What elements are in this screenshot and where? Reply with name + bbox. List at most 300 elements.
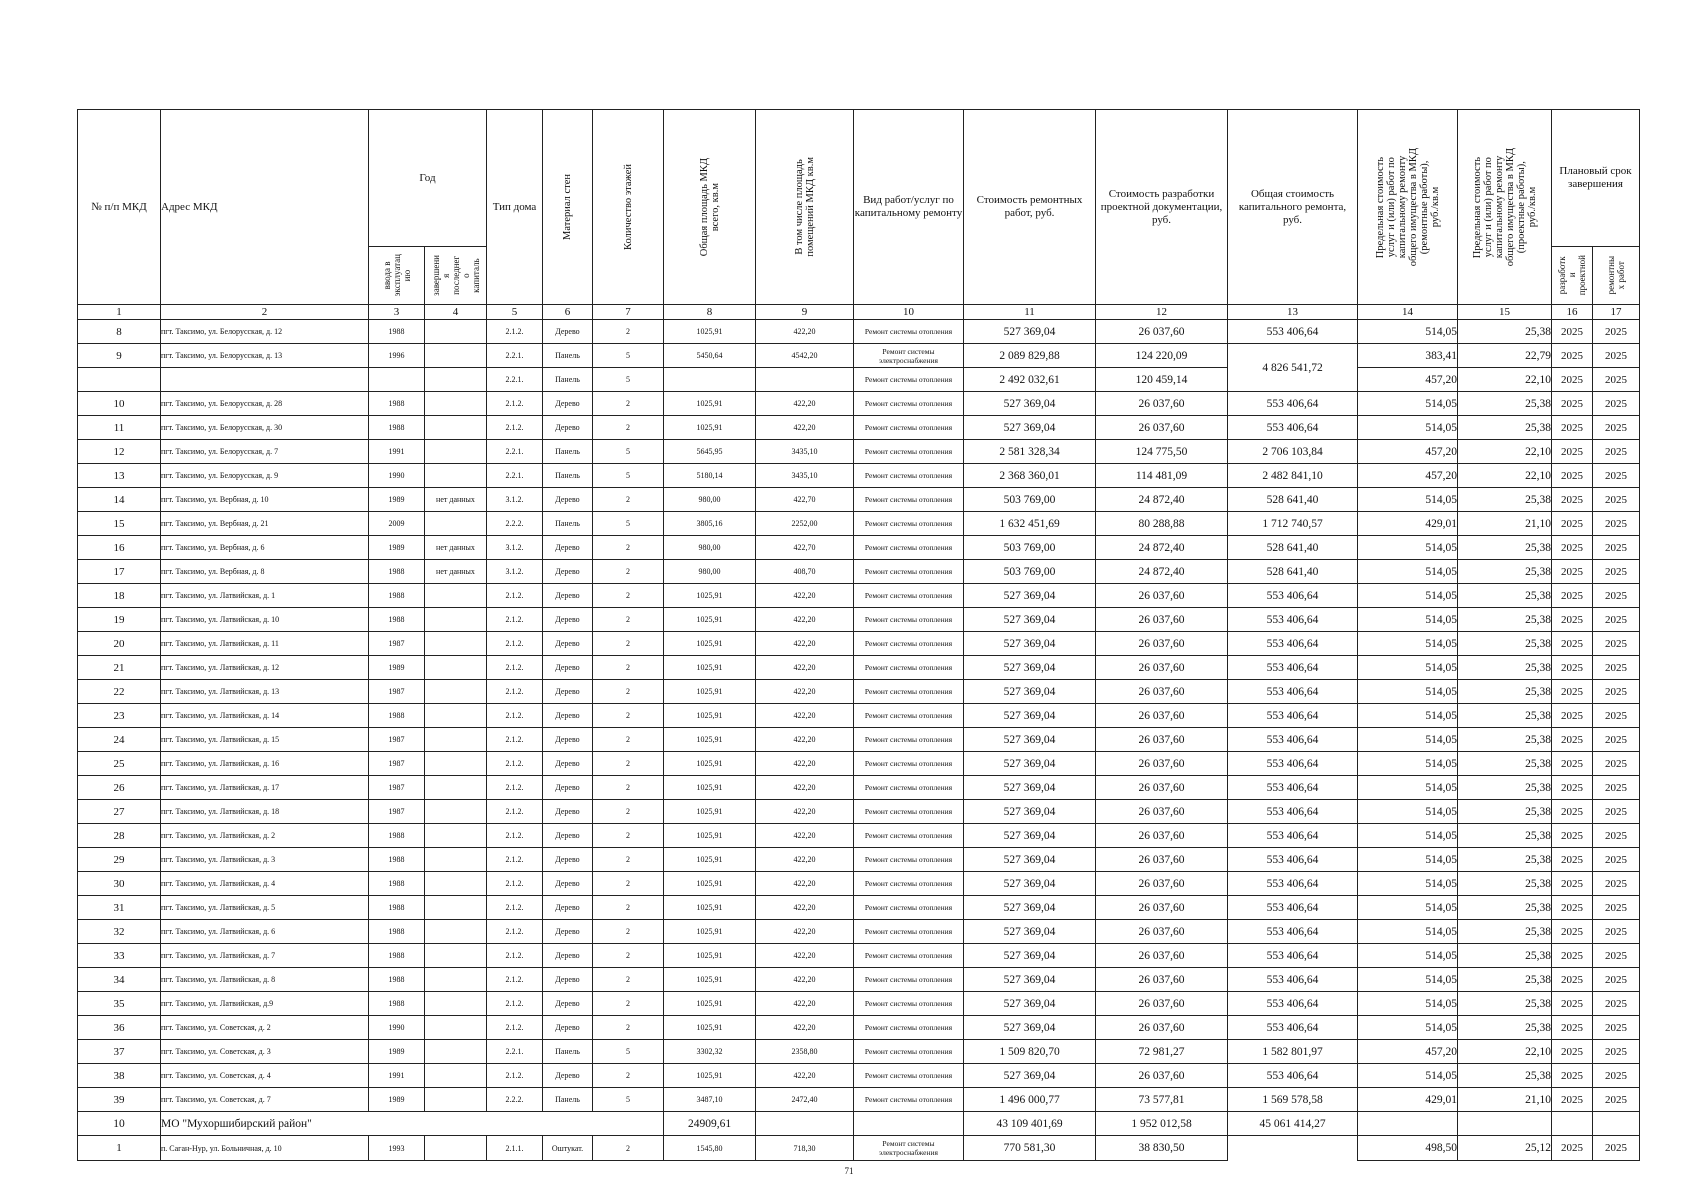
cell-address: пгт. Таксимо, ул. Латвийская, д. 13 — [161, 680, 369, 704]
cell-cost-total: 553 406,64 — [1228, 920, 1358, 944]
cell-work-type: Ремонт системы отопления — [854, 848, 964, 872]
cell-area-total: 1025,91 — [664, 320, 756, 344]
cell-cost-project: 26 037,60 — [1096, 752, 1228, 776]
cell-num: 19 — [78, 608, 161, 632]
cell-area-rooms: 422,20 — [756, 320, 854, 344]
cell-deadline-project: 2025 — [1552, 920, 1593, 944]
cell-floors: 2 — [593, 536, 664, 560]
cell-cost-repair: 770 581,30 — [964, 1136, 1096, 1161]
cell-address: пгт. Таксимо, ул. Латвийская, д. 12 — [161, 656, 369, 680]
cell-limit-project: 22,10 — [1458, 440, 1552, 464]
cell-area-rooms: 422,20 — [756, 632, 854, 656]
cell-deadline-project: 2025 — [1552, 944, 1593, 968]
cell-house-type: 2.1.2. — [487, 584, 543, 608]
cell-year-commission: 1996 — [369, 344, 425, 368]
cell-area-total: 3487,10 — [664, 1088, 756, 1112]
cell-area-total: 1025,91 — [664, 632, 756, 656]
cell-floors: 5 — [593, 344, 664, 368]
cell-work-type: Ремонт системы отопления — [854, 992, 964, 1016]
cell-house-type: 2.1.2. — [487, 1016, 543, 1040]
cell-wall: Панель — [543, 344, 593, 368]
cell-house-type: 3.1.2. — [487, 560, 543, 584]
cell-cost-project: 26 037,60 — [1096, 992, 1228, 1016]
cell-cost-repair: 2 368 360,01 — [964, 464, 1096, 488]
cell-num: 15 — [78, 512, 161, 536]
cell-work-type: Ремонт системы отопления — [854, 392, 964, 416]
cell-limit-repair: 457,20 — [1358, 368, 1458, 392]
cell-limit-repair: 457,20 — [1358, 440, 1458, 464]
cell-deadline-repair: 2025 — [1593, 1040, 1640, 1064]
cell-area-total: 1025,91 — [664, 1064, 756, 1088]
table-row — [78, 800, 1640, 824]
cell-deadline-project: 2025 — [1552, 968, 1593, 992]
cell-deadline-repair: 2025 — [1593, 680, 1640, 704]
cell-year-commission: 1991 — [369, 440, 425, 464]
cell-address: пгт. Таксимо, ул. Латвийская, д. 11 — [161, 632, 369, 656]
cell-area-total: 1545,80 — [664, 1136, 756, 1161]
cell-deadline-project: 2025 — [1552, 848, 1593, 872]
cell-year-commission: 1988 — [369, 584, 425, 608]
cell-area-rooms: 422,20 — [756, 1064, 854, 1088]
cell-wall: Дерево — [543, 584, 593, 608]
cell-limit-project: 25,38 — [1458, 776, 1552, 800]
cell-cost-project: 26 037,60 — [1096, 680, 1228, 704]
cell-house-type: 3.1.2. — [487, 536, 543, 560]
cell-limit-repair: 514,05 — [1358, 560, 1458, 584]
header-work-type: Вид работ/услуг по капитальному ремонту — [854, 110, 964, 305]
cell-work-type: Ремонт системы отопления — [854, 1064, 964, 1088]
cell-house-type: 2.1.2. — [487, 608, 543, 632]
table-row — [78, 368, 1640, 392]
cell-year-last-repair — [425, 920, 487, 944]
cell-limit-project: 25,38 — [1458, 320, 1552, 344]
cell-year-commission: 1988 — [369, 848, 425, 872]
cell-deadline-project: 2025 — [1552, 824, 1593, 848]
cell-deadline-project: 2025 — [1552, 344, 1593, 368]
header-deadline-project: разработк и проектной — [1552, 247, 1593, 305]
cell-cost-total: 553 406,64 — [1228, 992, 1358, 1016]
cell-area-total: 1025,91 — [664, 680, 756, 704]
cell-limit-project: 25,38 — [1458, 488, 1552, 512]
total-empty — [1552, 1112, 1593, 1136]
cell-cost-repair: 503 769,00 — [964, 560, 1096, 584]
cell-wall: Дерево — [543, 872, 593, 896]
table-row — [78, 560, 1640, 584]
column-number: 2 — [161, 305, 369, 320]
table-row — [78, 728, 1640, 752]
cell-area-rooms: 408,70 — [756, 560, 854, 584]
total-empty — [1458, 1112, 1552, 1136]
cell-work-type: Ремонт системы отопления — [854, 728, 964, 752]
cell-wall: Дерево — [543, 488, 593, 512]
cell-cost-repair: 1 509 820,70 — [964, 1040, 1096, 1064]
table-row — [78, 968, 1640, 992]
cell-cost-total: 553 406,64 — [1228, 968, 1358, 992]
cell-limit-repair: 514,05 — [1358, 392, 1458, 416]
cell-limit-project: 25,38 — [1458, 992, 1552, 1016]
cell-work-type: Ремонт системы отопления — [854, 1040, 964, 1064]
cell-cost-project: 124 775,50 — [1096, 440, 1228, 464]
cell-area-rooms: 2472,40 — [756, 1088, 854, 1112]
cell-limit-project: 25,38 — [1458, 752, 1552, 776]
cell-deadline-project: 2025 — [1552, 680, 1593, 704]
cell-deadline-project: 2025 — [1552, 800, 1593, 824]
cell-area-total: 1025,91 — [664, 752, 756, 776]
cell-area-rooms: 422,20 — [756, 608, 854, 632]
cell-floors: 2 — [593, 680, 664, 704]
cell-cost-total: 528 641,40 — [1228, 488, 1358, 512]
table-row — [78, 320, 1640, 344]
table-row — [78, 464, 1640, 488]
cell-limit-project: 25,12 — [1458, 1136, 1552, 1161]
cell-num: 32 — [78, 920, 161, 944]
cell-year-last-repair — [425, 584, 487, 608]
cell-area-total: 980,00 — [664, 560, 756, 584]
cell-area-total: 1025,91 — [664, 992, 756, 1016]
cell-work-type: Ремонт системы отопления — [854, 800, 964, 824]
cell-house-type: 2.1.2. — [487, 824, 543, 848]
cell-num: 18 — [78, 584, 161, 608]
cell-deadline-repair: 2025 — [1593, 344, 1640, 368]
cell-deadline-project: 2025 — [1552, 656, 1593, 680]
cell-limit-project: 25,38 — [1458, 920, 1552, 944]
cell-work-type: Ремонт системы отопления — [854, 704, 964, 728]
cell-year-commission: 1988 — [369, 416, 425, 440]
cell-wall: Панель — [543, 440, 593, 464]
cell-deadline-repair: 2025 — [1593, 1088, 1640, 1112]
cell-limit-repair: 514,05 — [1358, 1016, 1458, 1040]
cell-wall: Дерево — [543, 944, 593, 968]
cell-floors: 2 — [593, 968, 664, 992]
cell-deadline-repair: 2025 — [1593, 560, 1640, 584]
cell-year-last-repair: нет данных — [425, 560, 487, 584]
cell-limit-repair: 514,05 — [1358, 488, 1458, 512]
cell-deadline-repair: 2025 — [1593, 512, 1640, 536]
cell-deadline-project: 2025 — [1552, 584, 1593, 608]
cell-deadline-project: 2025 — [1552, 536, 1593, 560]
cell-cost-repair: 2 581 328,34 — [964, 440, 1096, 464]
cell-year-last-repair — [425, 512, 487, 536]
cell-year-commission: 2009 — [369, 512, 425, 536]
cell-wall: Дерево — [543, 824, 593, 848]
cell-deadline-repair: 2025 — [1593, 896, 1640, 920]
cell-house-type: 2.1.2. — [487, 704, 543, 728]
cell-house-type: 2.1.2. — [487, 680, 543, 704]
cell-work-type: Ремонт системы отопления — [854, 584, 964, 608]
cell-area-rooms: 2252,00 — [756, 512, 854, 536]
column-number: 7 — [593, 305, 664, 320]
header-area-rooms: В том числе площадь помещений МКД кв.м — [756, 110, 854, 305]
cell-cost-project: 26 037,60 — [1096, 1016, 1228, 1040]
cell-house-type: 2.1.2. — [487, 1064, 543, 1088]
cell-address: пгт. Таксимо, ул. Латвийская, д. 15 — [161, 728, 369, 752]
cell-cost-total: 1 712 740,57 — [1228, 512, 1358, 536]
cell-limit-repair: 383,41 — [1358, 344, 1458, 368]
cell-deadline-repair: 2025 — [1593, 968, 1640, 992]
cell-cost-repair: 527 369,04 — [964, 1016, 1096, 1040]
cell-deadline-repair: 2025 — [1593, 392, 1640, 416]
cell-deadline-repair: 2025 — [1593, 752, 1640, 776]
cell-year-last-repair: нет данных — [425, 536, 487, 560]
cell-cost-total: 553 406,64 — [1228, 608, 1358, 632]
header-deadline-repair: ремонтны х работ — [1593, 247, 1640, 305]
cell-cost-project: 38 830,50 — [1096, 1136, 1228, 1161]
cell-cost-repair: 527 369,04 — [964, 968, 1096, 992]
cell-year-last-repair — [425, 1064, 487, 1088]
cell-area-rooms: 3435,10 — [756, 440, 854, 464]
cell-deadline-repair: 2025 — [1593, 800, 1640, 824]
cell-area-rooms: 422,20 — [756, 680, 854, 704]
cell-house-type: 2.1.2. — [487, 920, 543, 944]
cell-num: 34 — [78, 968, 161, 992]
cell-work-type: Ремонт системы отопления — [854, 488, 964, 512]
cell-address: пгт. Таксимо, ул. Латвийская, д. 2 — [161, 824, 369, 848]
cell-deadline-repair: 2025 — [1593, 776, 1640, 800]
cell-wall: Панель — [543, 368, 593, 392]
cell-year-commission: 1988 — [369, 992, 425, 1016]
header-num: № п/п МКД — [78, 110, 161, 305]
cell-cost-project: 26 037,60 — [1096, 1064, 1228, 1088]
cell-limit-project: 25,38 — [1458, 896, 1552, 920]
cell-cost-repair: 527 369,04 — [964, 704, 1096, 728]
cell-deadline-project: 2025 — [1552, 392, 1593, 416]
cell-year-last-repair — [425, 824, 487, 848]
cell-limit-repair: 514,05 — [1358, 872, 1458, 896]
cell-area-rooms: 422,20 — [756, 896, 854, 920]
cell-address: пгт. Таксимо, ул. Советская, д. 3 — [161, 1040, 369, 1064]
cell-cost-repair: 527 369,04 — [964, 992, 1096, 1016]
cell-area-total: 1025,91 — [664, 944, 756, 968]
cell-address: пгт. Таксимо, ул. Латвийская, д.9 — [161, 992, 369, 1016]
cell-work-type: Ремонт системы электроснабжения — [854, 344, 964, 368]
cell-limit-repair: 514,05 — [1358, 848, 1458, 872]
cell-work-type: Ремонт системы отопления — [854, 560, 964, 584]
cell-limit-repair: 514,05 — [1358, 824, 1458, 848]
cell-year-last-repair — [425, 800, 487, 824]
cell-wall: Дерево — [543, 392, 593, 416]
total-label: МО "Мухоршибирский район" — [161, 1112, 664, 1136]
total-row — [78, 1112, 1640, 1136]
cell-cost-project: 26 037,60 — [1096, 416, 1228, 440]
cell-limit-repair: 498,50 — [1358, 1136, 1458, 1161]
cell-limit-repair: 514,05 — [1358, 584, 1458, 608]
cell-num: 20 — [78, 632, 161, 656]
cell-area-rooms: 422,20 — [756, 416, 854, 440]
cell-num: 1 — [78, 1136, 161, 1161]
cell-wall: Дерево — [543, 560, 593, 584]
table-row — [78, 416, 1640, 440]
cell-work-type: Ремонт системы отопления — [854, 440, 964, 464]
cell-cost-total: 553 406,64 — [1228, 656, 1358, 680]
cell-deadline-repair: 2025 — [1593, 872, 1640, 896]
cell-wall: Оштукат. — [543, 1136, 593, 1161]
cell-cost-project: 26 037,60 — [1096, 944, 1228, 968]
total-empty — [854, 1112, 964, 1136]
cell-year-commission: 1988 — [369, 872, 425, 896]
cell-work-type: Ремонт системы отопления — [854, 632, 964, 656]
cell-house-type: 2.1.2. — [487, 728, 543, 752]
cell-wall: Дерево — [543, 1064, 593, 1088]
cell-deadline-repair: 2025 — [1593, 824, 1640, 848]
cell-limit-project: 25,38 — [1458, 608, 1552, 632]
cell-cost-total: 553 406,64 — [1228, 872, 1358, 896]
cell-address: пгт. Таксимо, ул. Латвийская, д. 10 — [161, 608, 369, 632]
cell-cost-project: 26 037,60 — [1096, 320, 1228, 344]
cell-area-rooms: 422,20 — [756, 872, 854, 896]
header-area-total: Общая площадь МКД всего, кв.м — [664, 110, 756, 305]
cell-cost-repair: 527 369,04 — [964, 680, 1096, 704]
table-row — [78, 512, 1640, 536]
cell-year-last-repair — [425, 728, 487, 752]
cell-limit-repair: 514,05 — [1358, 752, 1458, 776]
cell-year-commission: 1988 — [369, 608, 425, 632]
cell-deadline-repair: 2025 — [1593, 488, 1640, 512]
cell-num: 12 — [78, 440, 161, 464]
cell-wall: Дерево — [543, 728, 593, 752]
cell-floors: 2 — [593, 584, 664, 608]
cell-year-commission: 1993 — [369, 1136, 425, 1161]
column-number: 16 — [1552, 305, 1593, 320]
cell-limit-repair: 514,05 — [1358, 920, 1458, 944]
cell-address: пгт. Таксимо, ул. Латвийская, д. 18 — [161, 800, 369, 824]
cell-cost-total: 553 406,64 — [1228, 392, 1358, 416]
cell-cost-project: 26 037,60 — [1096, 896, 1228, 920]
cell-num: 10 — [78, 392, 161, 416]
cell-limit-project: 25,38 — [1458, 656, 1552, 680]
cell-area-total: 1025,91 — [664, 776, 756, 800]
cell-year-commission: 1989 — [369, 1040, 425, 1064]
total-cost-project: 1 952 012,58 — [1096, 1112, 1228, 1136]
cell-wall: Панель — [543, 464, 593, 488]
cell-address: пгт. Таксимо, ул. Советская, д. 4 — [161, 1064, 369, 1088]
cell-year-commission: 1989 — [369, 1088, 425, 1112]
cell-year-commission: 1987 — [369, 800, 425, 824]
cell-address: пгт. Таксимо, ул. Вербная, д. 8 — [161, 560, 369, 584]
cell-cost-total — [1228, 1136, 1358, 1161]
cell-num: 39 — [78, 1088, 161, 1112]
cell-wall: Дерево — [543, 608, 593, 632]
cell-house-type: 2.2.1. — [487, 1040, 543, 1064]
cell-year-commission — [369, 368, 425, 392]
cell-year-last-repair — [425, 440, 487, 464]
header-year: Год — [369, 110, 487, 247]
cell-limit-repair: 457,20 — [1358, 464, 1458, 488]
cell-cost-project: 26 037,60 — [1096, 824, 1228, 848]
cell-area-total: 5645,95 — [664, 440, 756, 464]
cell-floors: 2 — [593, 392, 664, 416]
cell-address: пгт. Таксимо, ул. Белорусская, д. 12 — [161, 320, 369, 344]
cell-work-type: Ремонт системы отопления — [854, 872, 964, 896]
cell-cost-repair: 527 369,04 — [964, 608, 1096, 632]
cell-limit-project: 21,10 — [1458, 1088, 1552, 1112]
cell-limit-project: 25,38 — [1458, 392, 1552, 416]
cell-limit-project: 25,38 — [1458, 944, 1552, 968]
cell-year-commission: 1990 — [369, 464, 425, 488]
cell-house-type: 2.1.2. — [487, 800, 543, 824]
cell-cost-repair: 527 369,04 — [964, 872, 1096, 896]
cell-num: 17 — [78, 560, 161, 584]
cell-house-type: 2.1.2. — [487, 992, 543, 1016]
cell-area-total: 1025,91 — [664, 656, 756, 680]
cell-cost-repair: 527 369,04 — [964, 776, 1096, 800]
cell-area-rooms: 422,20 — [756, 752, 854, 776]
cell-limit-repair: 514,05 — [1358, 320, 1458, 344]
cell-address: пгт. Таксимо, ул. Вербная, д. 6 — [161, 536, 369, 560]
cell-limit-project: 25,38 — [1458, 728, 1552, 752]
cell-limit-project: 25,38 — [1458, 968, 1552, 992]
cell-deadline-project: 2025 — [1552, 320, 1593, 344]
cell-cost-total: 528 641,40 — [1228, 560, 1358, 584]
cell-cost-repair: 527 369,04 — [964, 728, 1096, 752]
cell-year-commission: 1991 — [369, 1064, 425, 1088]
cell-cost-total: 553 406,64 — [1228, 728, 1358, 752]
column-number: 5 — [487, 305, 543, 320]
cell-cost-project: 72 981,27 — [1096, 1040, 1228, 1064]
cell-limit-project: 22,10 — [1458, 1040, 1552, 1064]
cell-floors: 5 — [593, 512, 664, 536]
cell-num: 13 — [78, 464, 161, 488]
cell-cost-project: 26 037,60 — [1096, 728, 1228, 752]
cell-num: 26 — [78, 776, 161, 800]
cell-cost-project: 120 459,14 — [1096, 368, 1228, 392]
cell-cost-project: 26 037,60 — [1096, 848, 1228, 872]
cell-deadline-repair: 2025 — [1593, 440, 1640, 464]
cell-limit-repair: 514,05 — [1358, 608, 1458, 632]
cell-num: 35 — [78, 992, 161, 1016]
cell-wall: Дерево — [543, 752, 593, 776]
cell-area-rooms: 4542,20 — [756, 344, 854, 368]
cell-cost-total: 553 406,64 — [1228, 584, 1358, 608]
cell-limit-project: 25,38 — [1458, 584, 1552, 608]
cell-area-rooms: 422,20 — [756, 584, 854, 608]
table-row — [78, 896, 1640, 920]
cell-work-type: Ремонт системы отопления — [854, 416, 964, 440]
table-row — [78, 1040, 1640, 1064]
cell-limit-project: 21,10 — [1458, 512, 1552, 536]
cell-num: 31 — [78, 896, 161, 920]
table-row — [78, 1016, 1640, 1040]
header-house-type: Тип дома — [487, 110, 543, 305]
cell-house-type: 2.2.1. — [487, 464, 543, 488]
cell-cost-repair: 527 369,04 — [964, 752, 1096, 776]
cell-num: 16 — [78, 536, 161, 560]
cell-limit-repair: 457,20 — [1358, 1040, 1458, 1064]
cell-area-rooms: 422,20 — [756, 656, 854, 680]
cell-limit-repair: 514,05 — [1358, 680, 1458, 704]
cell-area-total: 980,00 — [664, 536, 756, 560]
cell-area-rooms: 718,30 — [756, 1136, 854, 1161]
total-cost-repair: 43 109 401,69 — [964, 1112, 1096, 1136]
cell-address — [161, 368, 369, 392]
cell-limit-project: 22,79 — [1458, 344, 1552, 368]
cell-cost-total: 553 406,64 — [1228, 680, 1358, 704]
cell-address: пгт. Таксимо, ул. Белорусская, д. 9 — [161, 464, 369, 488]
cell-house-type: 2.2.2. — [487, 512, 543, 536]
cell-wall: Дерево — [543, 320, 593, 344]
column-number: 12 — [1096, 305, 1228, 320]
cell-cost-total: 553 406,64 — [1228, 704, 1358, 728]
cell-limit-project: 25,38 — [1458, 560, 1552, 584]
cell-cost-project: 24 872,40 — [1096, 536, 1228, 560]
cell-deadline-repair: 2025 — [1593, 464, 1640, 488]
cell-limit-project: 25,38 — [1458, 632, 1552, 656]
cell-limit-project: 22,10 — [1458, 368, 1552, 392]
cell-floors: 5 — [593, 464, 664, 488]
cell-cost-project: 26 037,60 — [1096, 608, 1228, 632]
cell-work-type: Ремонт системы отопления — [854, 656, 964, 680]
cell-area-rooms: 422,20 — [756, 1016, 854, 1040]
cell-cost-total: 553 406,64 — [1228, 944, 1358, 968]
